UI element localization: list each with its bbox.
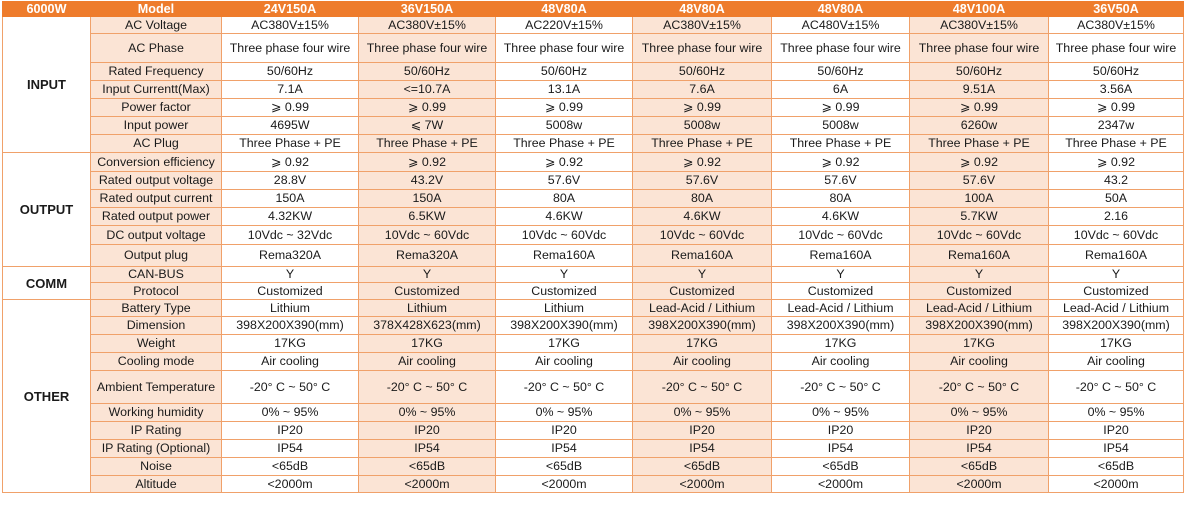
spec-value: Rema160A <box>1049 245 1184 267</box>
spec-value: Customized <box>1049 283 1184 300</box>
spec-value: <=10.7A <box>359 81 496 99</box>
spec-row <box>3 17 1184 34</box>
spec-value: 398X200X390(mm) <box>910 317 1049 335</box>
spec-value: Customized <box>772 283 910 300</box>
spec-value: Three Phase + PE <box>910 135 1049 153</box>
spec-value: AC220V±15% <box>496 17 633 34</box>
spec-value: 17KG <box>222 335 359 353</box>
spec-value: <65dB <box>633 458 772 476</box>
spec-row <box>3 267 1184 283</box>
spec-value: ⩾ 0.92 <box>772 153 910 172</box>
spec-value: Three phase four wire <box>496 34 633 63</box>
spec-value: ⩾ 0.92 <box>1049 153 1184 172</box>
param-label: Weight <box>91 335 222 353</box>
param-label: CAN-BUS <box>91 267 222 283</box>
spec-value: 17KG <box>359 335 496 353</box>
spec-value: 0% ~ 95% <box>222 404 359 422</box>
spec-value: Rema160A <box>910 245 1049 267</box>
section-label: INPUT <box>3 17 91 153</box>
spec-value: 80A <box>633 190 772 208</box>
param-label: Ambient Temperature <box>91 371 222 404</box>
spec-value: 398X200X390(mm) <box>633 317 772 335</box>
spec-value: Three phase four wire <box>772 34 910 63</box>
spec-value: <2000m <box>496 476 633 493</box>
spec-value: AC380V±15% <box>1049 17 1184 34</box>
param-label: Dimension <box>91 317 222 335</box>
spec-value: 4.6KW <box>633 208 772 226</box>
header-model: 48V80A <box>496 2 633 17</box>
header-model: 36V150A <box>359 2 496 17</box>
param-label: Battery Type <box>91 300 222 317</box>
param-label: Altitude <box>91 476 222 493</box>
spec-value: Three Phase + PE <box>633 135 772 153</box>
spec-value: 150A <box>359 190 496 208</box>
header-model: 48V80A <box>633 2 772 17</box>
spec-value: Rema160A <box>496 245 633 267</box>
spec-value: IP54 <box>222 440 359 458</box>
spec-value: Three phase four wire <box>910 34 1049 63</box>
param-label: Cooling mode <box>91 353 222 371</box>
spec-row <box>3 440 1184 458</box>
spec-value: 10Vdc ~ 60Vdc <box>359 226 496 245</box>
spec-value: 0% ~ 95% <box>1049 404 1184 422</box>
spec-row <box>3 353 1184 371</box>
spec-value: <2000m <box>222 476 359 493</box>
spec-value: Three Phase + PE <box>772 135 910 153</box>
spec-value: 0% ~ 95% <box>910 404 1049 422</box>
param-label: AC Phase <box>91 34 222 63</box>
param-label: Input power <box>91 117 222 135</box>
spec-value: Three phase four wire <box>359 34 496 63</box>
param-label: Power factor <box>91 99 222 117</box>
param-label: Working humidity <box>91 404 222 422</box>
spec-row <box>3 458 1184 476</box>
spec-value: 7.6A <box>633 81 772 99</box>
spec-row <box>3 34 1184 63</box>
param-label: AC Voltage <box>91 17 222 34</box>
spec-value: 5.7KW <box>910 208 1049 226</box>
spec-value: Three Phase + PE <box>496 135 633 153</box>
spec-row <box>3 283 1184 300</box>
param-label: DC output voltage <box>91 226 222 245</box>
param-label: IP Rating (Optional) <box>91 440 222 458</box>
spec-value: 50/60Hz <box>772 63 910 81</box>
spec-value: <2000m <box>910 476 1049 493</box>
spec-value: 0% ~ 95% <box>496 404 633 422</box>
spec-value: Y <box>910 267 1049 283</box>
spec-value: 4.6KW <box>496 208 633 226</box>
spec-value: 50A <box>1049 190 1184 208</box>
spec-value: ⩾ 0.99 <box>633 99 772 117</box>
spec-value: AC380V±15% <box>222 17 359 34</box>
spec-value: 4695W <box>222 117 359 135</box>
spec-value: 17KG <box>910 335 1049 353</box>
param-label: Rated output power <box>91 208 222 226</box>
spec-value: Three Phase + PE <box>1049 135 1184 153</box>
spec-value: Lead-Acid / Lithium <box>633 300 772 317</box>
spec-value: Air cooling <box>772 353 910 371</box>
spec-row <box>3 208 1184 226</box>
spec-value: ⩾ 0.92 <box>359 153 496 172</box>
spec-value: ⩾ 0.99 <box>359 99 496 117</box>
spec-value: AC380V±15% <box>359 17 496 34</box>
spec-value: 3.56A <box>1049 81 1184 99</box>
spec-value: ⩾ 0.92 <box>633 153 772 172</box>
header-corner: 6000W <box>3 2 91 17</box>
spec-value: IP54 <box>496 440 633 458</box>
spec-row <box>3 117 1184 135</box>
spec-value: 50/60Hz <box>1049 63 1184 81</box>
spec-value: ⩾ 0.92 <box>222 153 359 172</box>
spec-value: -20° C ~ 50° C <box>772 371 910 404</box>
spec-value: 50/60Hz <box>222 63 359 81</box>
spec-value: 5008w <box>633 117 772 135</box>
spec-value: <65dB <box>496 458 633 476</box>
spec-value: IP54 <box>359 440 496 458</box>
section-label: OUTPUT <box>3 153 91 267</box>
spec-body <box>3 17 1184 493</box>
spec-value: 100A <box>910 190 1049 208</box>
spec-value: ⩾ 0.99 <box>222 99 359 117</box>
spec-value: Rema320A <box>222 245 359 267</box>
spec-row <box>3 335 1184 353</box>
spec-value: 10Vdc ~ 60Vdc <box>910 226 1049 245</box>
spec-row <box>3 81 1184 99</box>
param-label: Conversion efficiency <box>91 153 222 172</box>
spec-value: Air cooling <box>1049 353 1184 371</box>
spec-value: 398X200X390(mm) <box>1049 317 1184 335</box>
spec-table <box>2 1 1184 493</box>
spec-value: ⩾ 0.92 <box>496 153 633 172</box>
spec-value: Rema320A <box>359 245 496 267</box>
spec-value: Three phase four wire <box>222 34 359 63</box>
spec-value: 13.1A <box>496 81 633 99</box>
spec-row <box>3 153 1184 172</box>
spec-value: Three phase four wire <box>1049 34 1184 63</box>
spec-value: Air cooling <box>910 353 1049 371</box>
spec-value: 4.32KW <box>222 208 359 226</box>
spec-value: 50/60Hz <box>910 63 1049 81</box>
spec-value: Y <box>633 267 772 283</box>
spec-value: -20° C ~ 50° C <box>222 371 359 404</box>
spec-value: -20° C ~ 50° C <box>910 371 1049 404</box>
header-model: 36V50A <box>1049 2 1184 17</box>
spec-value: 43.2 <box>1049 172 1184 190</box>
spec-value: -20° C ~ 50° C <box>1049 371 1184 404</box>
spec-value: 150A <box>222 190 359 208</box>
spec-value: 57.6V <box>633 172 772 190</box>
spec-value: 17KG <box>1049 335 1184 353</box>
spec-row <box>3 190 1184 208</box>
header-model: 48V100A <box>910 2 1049 17</box>
spec-row <box>3 135 1184 153</box>
spec-value: <2000m <box>1049 476 1184 493</box>
spec-value: 2347w <box>1049 117 1184 135</box>
spec-value: ⩽ 7W <box>359 117 496 135</box>
param-label: Noise <box>91 458 222 476</box>
spec-value: Y <box>359 267 496 283</box>
spec-value: AC380V±15% <box>910 17 1049 34</box>
spec-value: 378X428X623(mm) <box>359 317 496 335</box>
spec-row <box>3 226 1184 245</box>
spec-value: 7.1A <box>222 81 359 99</box>
spec-value: <65dB <box>222 458 359 476</box>
spec-value: <2000m <box>772 476 910 493</box>
spec-value: <65dB <box>359 458 496 476</box>
spec-value: Customized <box>910 283 1049 300</box>
param-label: Rated output voltage <box>91 172 222 190</box>
spec-value: 10Vdc ~ 60Vdc <box>633 226 772 245</box>
spec-row <box>3 300 1184 317</box>
spec-value: Three Phase + PE <box>359 135 496 153</box>
spec-value: 10Vdc ~ 60Vdc <box>772 226 910 245</box>
spec-value: ⩾ 0.99 <box>1049 99 1184 117</box>
spec-value: -20° C ~ 50° C <box>633 371 772 404</box>
spec-value: 28.8V <box>222 172 359 190</box>
spec-value: Y <box>496 267 633 283</box>
spec-value: Air cooling <box>359 353 496 371</box>
spec-value: 6A <box>772 81 910 99</box>
spec-value: 50/60Hz <box>359 63 496 81</box>
header-model: 24V150A <box>222 2 359 17</box>
spec-value: -20° C ~ 50° C <box>359 371 496 404</box>
spec-value: IP54 <box>633 440 772 458</box>
spec-value: ⩾ 0.92 <box>910 153 1049 172</box>
spec-value: Air cooling <box>496 353 633 371</box>
spec-value: Customized <box>359 283 496 300</box>
spec-value: Lead-Acid / Lithium <box>772 300 910 317</box>
param-label: Rated Frequency <box>91 63 222 81</box>
spec-row <box>3 63 1184 81</box>
spec-value: 2.16 <box>1049 208 1184 226</box>
spec-value: ⩾ 0.99 <box>496 99 633 117</box>
spec-value: Three Phase + PE <box>222 135 359 153</box>
spec-value: IP20 <box>633 422 772 440</box>
spec-value: 9.51A <box>910 81 1049 99</box>
spec-value: 17KG <box>633 335 772 353</box>
spec-value: 80A <box>772 190 910 208</box>
spec-value: Customized <box>633 283 772 300</box>
spec-value: IP20 <box>1049 422 1184 440</box>
spec-row <box>3 422 1184 440</box>
spec-value: Three phase four wire <box>633 34 772 63</box>
spec-value: 80A <box>496 190 633 208</box>
spec-value: ⩾ 0.99 <box>772 99 910 117</box>
param-label: Rated output current <box>91 190 222 208</box>
spec-value: 6260w <box>910 117 1049 135</box>
header-model-label: Model <box>91 2 222 17</box>
param-label: Protocol <box>91 283 222 300</box>
spec-value: Rema160A <box>633 245 772 267</box>
spec-value: 50/60Hz <box>633 63 772 81</box>
spec-value: 17KG <box>772 335 910 353</box>
spec-row <box>3 245 1184 267</box>
param-label: Output plug <box>91 245 222 267</box>
spec-value: IP20 <box>359 422 496 440</box>
spec-value: IP54 <box>1049 440 1184 458</box>
spec-value: 57.6V <box>772 172 910 190</box>
spec-value: Customized <box>496 283 633 300</box>
spec-value: AC380V±15% <box>633 17 772 34</box>
spec-value: AC480V±15% <box>772 17 910 34</box>
spec-value: ⩾ 0.99 <box>910 99 1049 117</box>
spec-value: Customized <box>222 283 359 300</box>
section-label: COMM <box>3 267 91 300</box>
spec-value: IP20 <box>496 422 633 440</box>
spec-value: 43.2V <box>359 172 496 190</box>
spec-value: <2000m <box>359 476 496 493</box>
spec-value: 0% ~ 95% <box>772 404 910 422</box>
spec-value: Rema160A <box>772 245 910 267</box>
spec-value: 398X200X390(mm) <box>222 317 359 335</box>
spec-value: Y <box>222 267 359 283</box>
spec-row <box>3 317 1184 335</box>
spec-value: 0% ~ 95% <box>359 404 496 422</box>
section-label: OTHER <box>3 300 91 493</box>
spec-value: IP20 <box>222 422 359 440</box>
param-label: IP Rating <box>91 422 222 440</box>
spec-value: 4.6KW <box>772 208 910 226</box>
spec-value: 57.6V <box>910 172 1049 190</box>
spec-value: 57.6V <box>496 172 633 190</box>
spec-value: 50/60Hz <box>496 63 633 81</box>
spec-value: Lithium <box>496 300 633 317</box>
header-row <box>3 2 1184 17</box>
spec-row <box>3 99 1184 117</box>
spec-value: Air cooling <box>222 353 359 371</box>
param-label: Input Currentt(Max) <box>91 81 222 99</box>
spec-value: Y <box>772 267 910 283</box>
spec-value: IP20 <box>772 422 910 440</box>
spec-value: Y <box>1049 267 1184 283</box>
spec-row <box>3 404 1184 422</box>
spec-value: Lithium <box>222 300 359 317</box>
spec-value: Lithium <box>359 300 496 317</box>
spec-value: 5008w <box>496 117 633 135</box>
spec-value: 10Vdc ~ 60Vdc <box>1049 226 1184 245</box>
spec-value: 5008w <box>772 117 910 135</box>
spec-value: 10Vdc ~ 60Vdc <box>496 226 633 245</box>
spec-value: <2000m <box>633 476 772 493</box>
spec-value: <65dB <box>910 458 1049 476</box>
spec-value: Lead-Acid / Lithium <box>1049 300 1184 317</box>
spec-value: IP20 <box>910 422 1049 440</box>
spec-value: 17KG <box>496 335 633 353</box>
spec-value: IP54 <box>910 440 1049 458</box>
spec-value: Lead-Acid / Lithium <box>910 300 1049 317</box>
spec-value: Air cooling <box>633 353 772 371</box>
spec-value: IP54 <box>772 440 910 458</box>
spec-value: 6.5KW <box>359 208 496 226</box>
spec-row <box>3 476 1184 493</box>
spec-value: <65dB <box>1049 458 1184 476</box>
spec-value: 10Vdc ~ 32Vdc <box>222 226 359 245</box>
spec-value: 398X200X390(mm) <box>496 317 633 335</box>
spec-value: 398X200X390(mm) <box>772 317 910 335</box>
spec-row <box>3 172 1184 190</box>
spec-value: <65dB <box>772 458 910 476</box>
header-model: 48V80A <box>772 2 910 17</box>
spec-value: -20° C ~ 50° C <box>496 371 633 404</box>
spec-row <box>3 371 1184 404</box>
spec-value: 0% ~ 95% <box>633 404 772 422</box>
param-label: AC Plug <box>91 135 222 153</box>
